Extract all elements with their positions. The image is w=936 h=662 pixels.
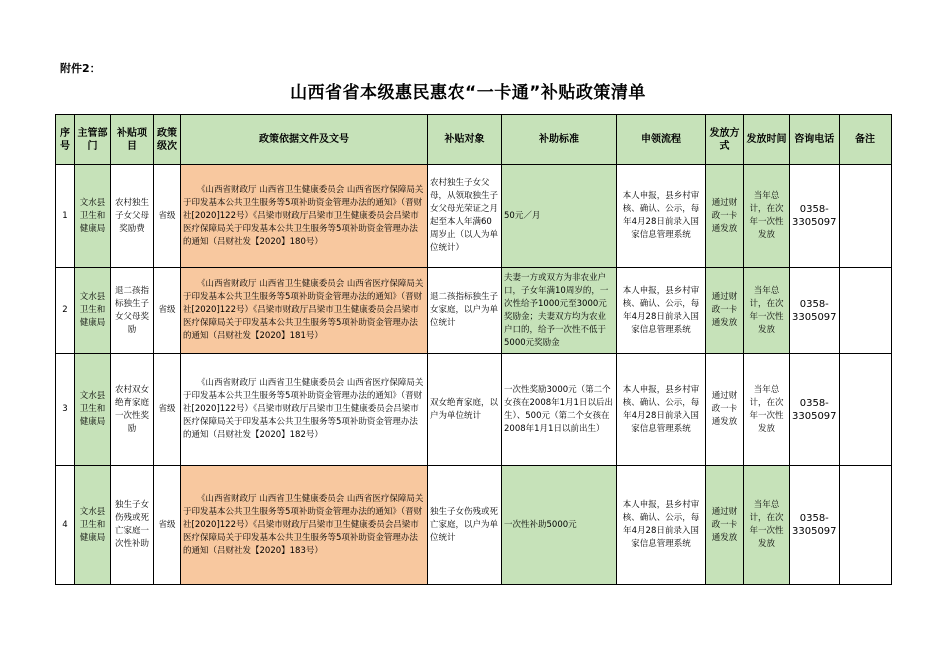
subsidy-item-cell: 退二孩指标独生子女父母奖励 xyxy=(111,268,154,354)
table-row xyxy=(56,165,892,268)
payment-time-cell: 当年总计，在次年一次性发放 xyxy=(744,466,790,585)
payment-time-cell: 当年总计，在次年一次性发放 xyxy=(744,165,790,268)
payment-method-cell: 通过财政一卡通发放 xyxy=(706,268,744,354)
header-cell: 主管部门 xyxy=(75,115,111,165)
note-cell xyxy=(839,165,891,268)
department-cell: 文水县卫生和健康局 xyxy=(75,268,111,354)
subsidy-standard-text: 夫妻一方或双方为非农业户口，子女年满10周岁的，一次性给予1000元至3000元奖励金；夫妻双方均为农业户口的，给予一次性不低于5000元奖励金 xyxy=(504,272,609,348)
policy-level-cell: 省级 xyxy=(154,165,181,268)
payment-method-cell: 通过财政一卡通发放 xyxy=(706,165,744,268)
phone-cell: 0358-3305097 xyxy=(790,268,840,354)
header-cell: 备注 xyxy=(839,115,891,165)
header-cell: 政策依据文件及文号 xyxy=(181,115,428,165)
header-cell: 政策级次 xyxy=(154,115,181,165)
policy-basis-text: 《山西省财政厅 山西省卫生健康委员会 山西省医疗保障局关于印发基本公共卫生服务等5项补助资金管理办法的通知》（晋财社[2020]122号）《吕梁市财政厅吕梁市卫生健康委员会吕梁市医疗保障局关于印发基本公共卫生服务等5项补助资金管理办法的通知（吕财社发【2020】181号） xyxy=(183,279,424,341)
subsidy-target-cell: 独生子女伤残或死亡家庭，以户为单位统计 xyxy=(428,466,502,585)
policy-level-cell: 省级 xyxy=(154,466,181,585)
policy-basis-cell xyxy=(181,268,428,354)
subsidy-item-cell: 农村双女绝育家庭一次性奖励 xyxy=(111,354,154,466)
application-process-cell: 本人申报，县乡村审核、确认、公示，每年4月28日前录入国家信息管理系统 xyxy=(617,354,706,466)
subsidy-item-cell: 独生子女伤残或死亡家庭一次性补助 xyxy=(111,466,154,585)
page-title: 山西省省本级惠民惠农“一卡通”补贴政策清单 xyxy=(290,83,646,103)
header-cell: 补助标准 xyxy=(502,115,617,165)
phone-cell: 0358-3305097 xyxy=(790,165,840,268)
policy-basis-cell: 《山西省财政厅 山西省卫生健康委员会 山西省医疗保障局关于印发基本公共卫生服务等5项补助资金管理办法的通知》（晋财社[2020]122号）《吕梁市财政厅吕梁市卫生健康委员会吕梁市医疗保障局关于印发基本公共卫生服务等5项补助资金管理办法的通知（吕财社发【2020】182号） xyxy=(181,354,428,466)
payment-method-cell: 通过财政一卡通发放 xyxy=(706,354,744,466)
header-cell: 发放方式 xyxy=(706,115,744,165)
policy-basis-cell: 《山西省财政厅 山西省卫生健康委员会 山西省医疗保障局关于印发基本公共卫生服务等5项补助资金管理办法的通知》（晋财社[2020]122号）《吕梁市财政厅吕梁市卫生健康委员会吕梁市医疗保障局关于印发基本公共卫生服务等5项补助资金管理办法的通知（吕财社发【2020】183号） xyxy=(181,466,428,585)
subsidy-standard-cell: 一次性补助5000元 xyxy=(502,466,617,585)
row-number: 2 xyxy=(56,268,75,354)
row-number: 1 xyxy=(56,165,75,268)
header-cell: 补贴对象 xyxy=(428,115,502,165)
row-number: 3 xyxy=(56,354,75,466)
department-cell: 文水县卫生和健康局 xyxy=(75,165,111,268)
header-cell: 咨询电话 xyxy=(790,115,840,165)
subsidy-standard-cell: 一次性奖励3000元（第二个女孩在2008年1月1日以后出生）、500元（第二个女孩在2008年1月1日以前出生） xyxy=(502,354,617,466)
policy-level-cell: 省级 xyxy=(154,268,181,354)
policy-basis-cell: 《山西省财政厅 山西省卫生健康委员会 山西省医疗保障局关于印发基本公共卫生服务等5项补助资金管理办法的通知》（晋财社[2020]122号）《吕梁市财政厅吕梁市卫生健康委员会吕梁市医疗保障局关于印发基本公共卫生服务等5项补助资金管理办法的通知（吕财社发【2020】180号） xyxy=(181,165,428,268)
application-process-cell: 本人申报，县乡村审核、确认、公示，每年4月28日前录入国家信息管理系统 xyxy=(617,268,706,354)
note-cell xyxy=(839,466,891,585)
subsidy-target-cell: 退二孩指标独生子女家庭，以户为单位统计 xyxy=(428,268,502,354)
payment-time-cell: 当年总计，在次年一次性发放 xyxy=(744,268,790,354)
payment-time-cell: 当年总计，在次年一次性发放 xyxy=(744,354,790,466)
note-cell xyxy=(839,268,891,354)
subsidy-target-cell: 双女绝育家庭，以户为单位统计 xyxy=(428,354,502,466)
header-cell: 发放时间 xyxy=(744,115,790,165)
subsidy-item-cell: 农村独生子女父母奖励费 xyxy=(111,165,154,268)
attachment-label: 附件2： xyxy=(60,62,101,75)
phone-cell: 0358-3305097 xyxy=(790,466,840,585)
header-cell: 序号 xyxy=(56,115,75,165)
table-row xyxy=(56,354,892,466)
subsidy-standard-cell xyxy=(502,268,617,354)
table-header-row xyxy=(56,115,892,165)
table-row xyxy=(56,466,892,585)
policy-table xyxy=(55,114,892,585)
row-number: 4 xyxy=(56,466,75,585)
application-process-cell: 本人申报，县乡村审核、确认、公示，每年4月28日前录入国家信息管理系统 xyxy=(617,165,706,268)
department-cell: 文水县卫生和健康局 xyxy=(75,354,111,466)
application-process-cell: 本人申报，县乡村审核、确认、公示，每年4月28日前录入国家信息管理系统 xyxy=(617,466,706,585)
subsidy-standard-cell: 50元／月 xyxy=(502,165,617,268)
payment-method-cell: 通过财政一卡通发放 xyxy=(706,466,744,585)
department-cell: 文水县卫生和健康局 xyxy=(75,466,111,585)
header-cell: 申领流程 xyxy=(617,115,706,165)
phone-cell: 0358-3305097 xyxy=(790,354,840,466)
policy-level-cell: 省级 xyxy=(154,354,181,466)
note-cell xyxy=(839,354,891,466)
subsidy-target-cell: 农村独生子女父母，从领取独生子女父母光荣证之月起至本人年满60周岁止（以人为单位统计） xyxy=(428,165,502,268)
table-row xyxy=(56,268,892,354)
header-cell: 补贴项目 xyxy=(111,115,154,165)
